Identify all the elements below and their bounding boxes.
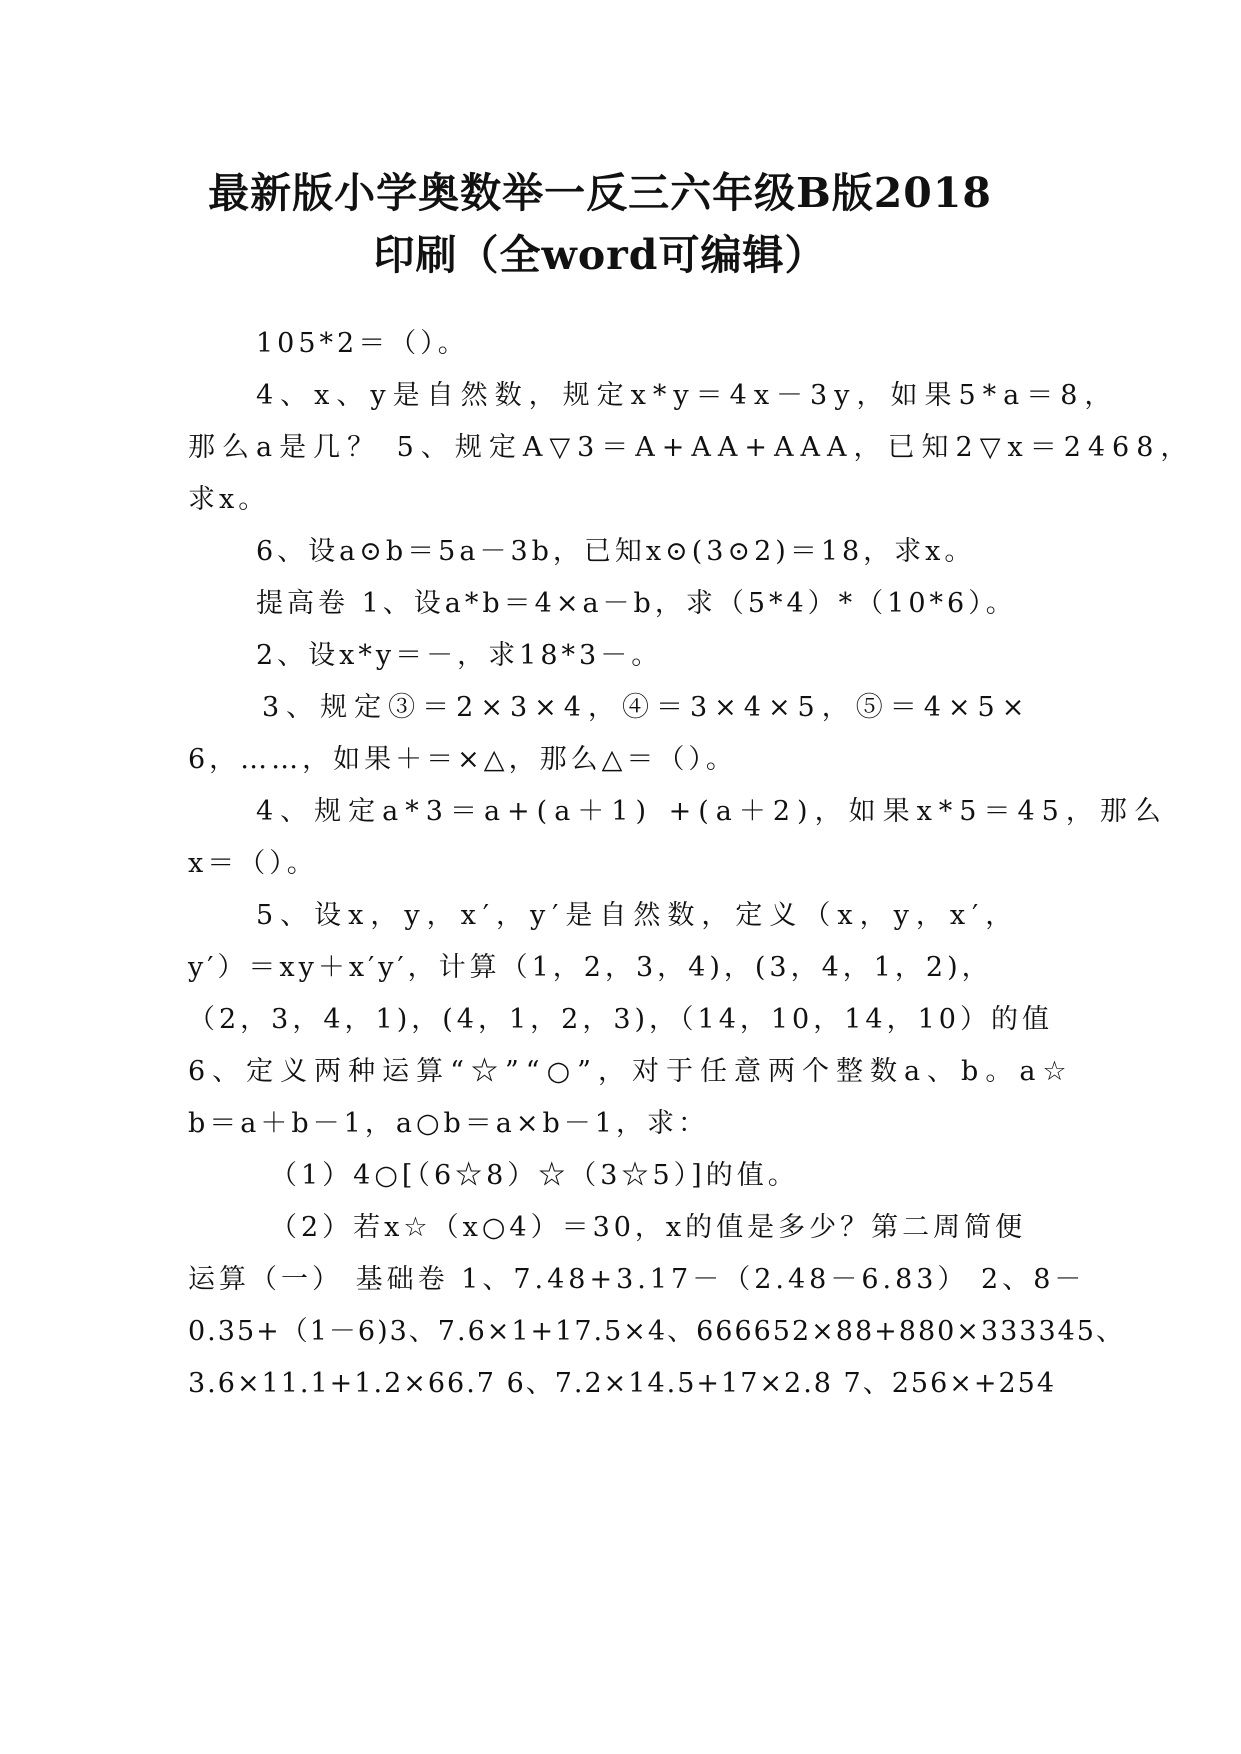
text-line: 3.6×11.1+1.2×66.7 6、7.2×14.5+17×2.8 7、256×+254: [188, 1368, 1057, 1399]
text-line: （1）4○[（6☆8）☆（3☆5）]的值。: [270, 1160, 799, 1191]
text-line: 105*2＝（）。: [256, 328, 469, 359]
text-line: 6，……，如果＋＝×△，那么△＝（）。: [188, 744, 737, 775]
text-line: 求x。: [188, 484, 270, 515]
text-line: 6、定义两种运算“☆”“○”，对于任意两个整数a、b。a☆: [188, 1056, 1074, 1087]
text-line: x＝（）。: [188, 848, 318, 879]
text-line: 5、设x，y，x′，y′是自然数，定义（x，y，x′，: [256, 900, 1020, 931]
text-line: （2，3，4，1)，(4，1，2，3)，（14，10，14，10）的值: [188, 1004, 1053, 1035]
text-line: 提高卷 1、设a*b＝4×a－b，求（5*4）*（10*6）。: [256, 588, 1017, 619]
text-line: b＝a＋b－1，a○b＝a×b－1，求：: [188, 1108, 709, 1139]
text-line: 3、规定③＝2×3×4，④＝3×4×5，⑤＝4×5×: [262, 692, 1032, 723]
text-line: （2）若x☆（x○4）＝30，x的值是多少？第二周简便: [270, 1212, 1027, 1243]
document-title-line-1: 最新版小学奥数举一反三六年级B版2018: [208, 169, 992, 217]
text-line: 6、设a⊙b＝5a－3b，已知x⊙(3⊙2)＝18，求x。: [256, 536, 976, 567]
text-line: 那么a是几？ 5、规定A▽3＝A+AA+AAA，已知2▽x＝2468，: [188, 432, 1195, 463]
text-line: 2、设x*y＝－，求18*3－。: [256, 640, 663, 671]
document-title-line-2: 印刷（全word可编辑）: [373, 231, 827, 279]
text-line: 4、x、y是自然数，规定x*y＝4x－3y，如果5*a＝8，: [256, 380, 1119, 411]
text-line: y′）＝xy＋x′y′，计算（1，2，3，4)，(3，4，1，2)，: [188, 952, 993, 983]
text-line: 0.35+（1－6)3、7.6×1+17.5×4、666652×88+880×333345、: [188, 1316, 1125, 1347]
text-line: 4、规定a*3＝a+(a＋1) +(a＋2)，如果x*5＝45，那么: [256, 796, 1168, 827]
text-line: 运算（一） 基础卷 1、7.48+3.17－（2.48－6.83） 2、8－: [188, 1264, 1086, 1295]
